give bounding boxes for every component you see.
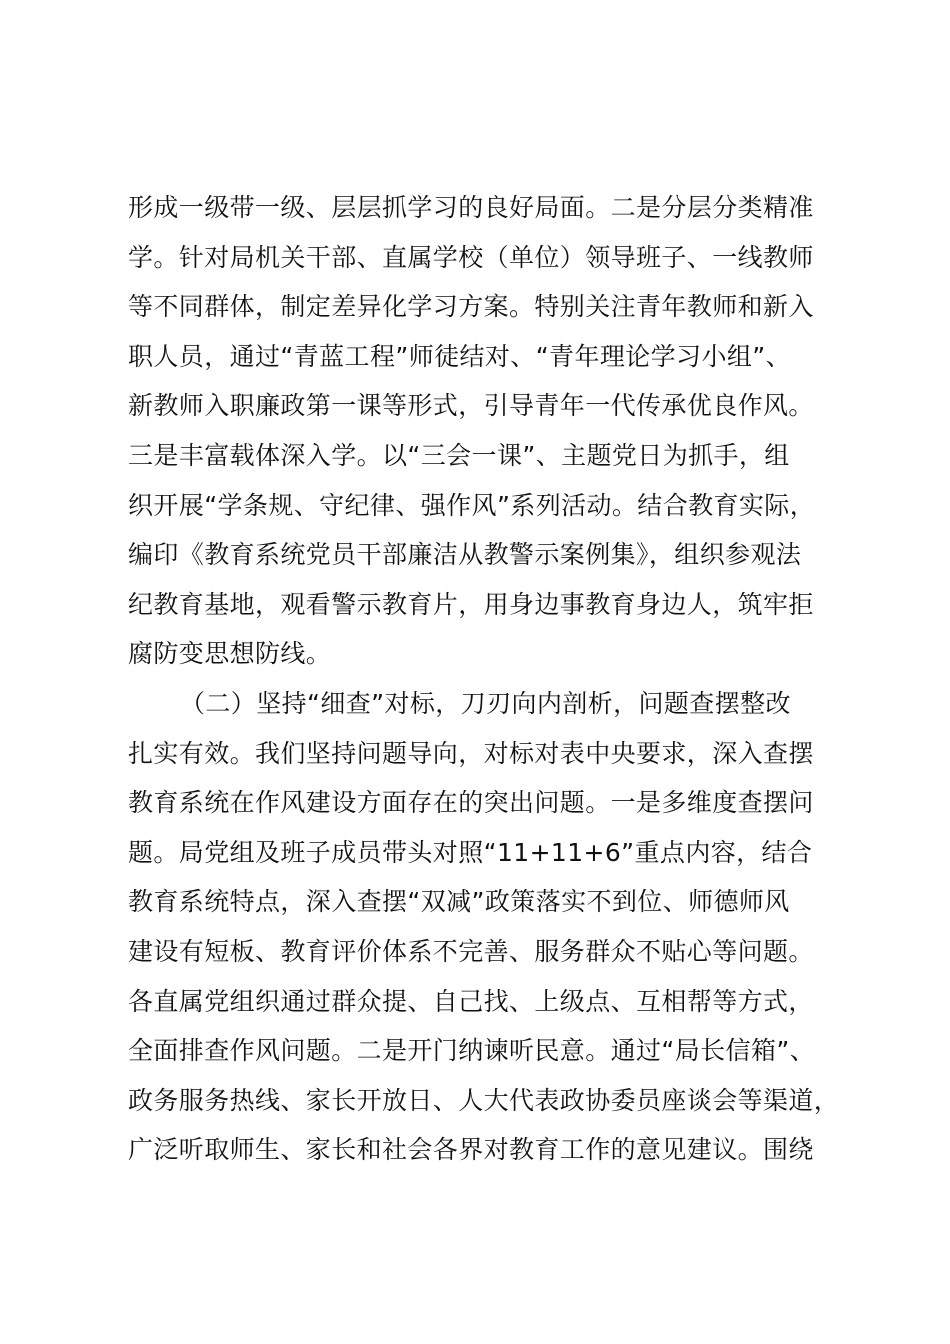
text-line: 学。针对局机关干部、直属学校（单位）领导班子、一线教师 bbox=[128, 242, 814, 272]
text-line: 编印《教育系统党员干部廉洁从教警示案例集》，组织参观法 bbox=[128, 540, 802, 570]
text-line: 各直属党组织通过群众提、自己找、上级点、互相帮等方式， bbox=[128, 986, 814, 1016]
text-line: 织开展“学条规、守纪律、强作风”系列活动。结合教育实际， bbox=[128, 490, 816, 520]
text-line: 腐防变思想防线。 bbox=[128, 639, 332, 669]
text-line: 政务服务热线、家长开放日、人大代表政协委员座谈会等渠道， bbox=[128, 1085, 840, 1115]
text-line: 广泛听取师生、家长和社会各界对教育工作的意见建议。围绕 bbox=[128, 1135, 814, 1165]
text-line: 扎实有效。我们坚持问题导向，对标对表中央要求，深入查摆 bbox=[128, 738, 814, 768]
text-line: 题。局党组及班子成员带头对照“11+11+6”重点内容，结合 bbox=[128, 837, 813, 867]
text-line: 教育系统在作风建设方面存在的突出问题。一是多维度查摆问 bbox=[128, 788, 814, 818]
text-line: 建设有短板、教育评价体系不完善、服务群众不贴心等问题。 bbox=[128, 936, 814, 966]
text-line: 新教师入职廉政第一课等形式，引导青年一代传承优良作风。 bbox=[128, 391, 814, 421]
section-heading-line: （二）坚持“细查”对标，刀刃向内剖析，问题查摆整改 bbox=[180, 688, 791, 718]
text-line: 教育系统特点，深入查摆“双减”政策落实不到位、师德师风 bbox=[128, 887, 790, 917]
text-line: 等不同群体，制定差异化学习方案。特别关注青年教师和新入 bbox=[128, 292, 814, 322]
text-line: 职人员，通过“青蓝工程”师徒结对、“青年理论学习小组”、 bbox=[128, 341, 792, 371]
text-line: 全面排查作风问题。二是开门纳谏听民意。通过“局长信箱”、 bbox=[128, 1036, 816, 1066]
text-line: 形成一级带一级、层层抓学习的良好局面。二是分层分类精准 bbox=[128, 193, 814, 222]
text-line: 纪教育基地，观看警示教育片，用身边事教育身边人，筑牢拒 bbox=[128, 589, 814, 619]
text-line: 三是丰富载体深入学。以“三会一课”、主题党日为抓手，组 bbox=[128, 440, 790, 470]
body-text bbox=[128, 183, 858, 1175]
